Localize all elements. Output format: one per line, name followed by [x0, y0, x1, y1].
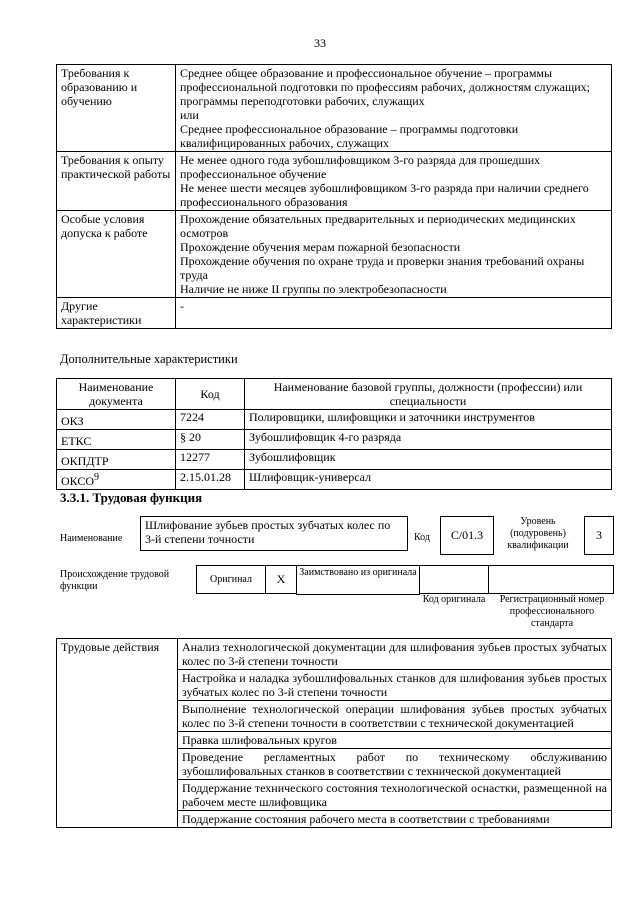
action-item: Анализ технологической документации для шлифования зубьев простых зубчатых колес по 3-й степени точности	[178, 639, 612, 670]
table-row	[57, 430, 612, 450]
reg-number-box	[488, 565, 614, 594]
column-header-document: Наименование документа	[57, 379, 176, 410]
requirements-row	[57, 298, 612, 329]
requirement-text: Среднее общее образование и профессиональное обучение – программы профессиональной подготовки по профессиям рабочих, должностям служащих; программы переподготовки рабочих, служащих	[180, 66, 590, 108]
action-item: Правка шлифовальных кругов	[178, 732, 612, 749]
extra-characteristics-title: Дополнительные характеристики	[60, 352, 238, 366]
requirements-value	[176, 298, 612, 329]
name-cell: Шлифовщик-универсал	[245, 470, 612, 490]
extra-characteristics-table	[56, 378, 612, 490]
code-cell: 7224	[176, 410, 245, 430]
original-label: Оригинал	[196, 565, 266, 594]
requirement-text: Наличие не ниже II группы по электробезопасности	[180, 282, 447, 296]
requirement-text: Не менее шести месяцев зубошлифовщиком 3-го разряда при наличии среднего профессионального образования	[180, 181, 589, 209]
table-row	[57, 410, 612, 430]
name-cell: Зубошлифовщик	[245, 450, 612, 470]
column-header-name: Наименование базовой группы, должности (профессии) или специальности	[245, 379, 612, 410]
doc-cell: ОКЗ	[57, 410, 176, 430]
page-number: 33	[314, 36, 326, 50]
action-item: Поддержание состояния рабочего места в соответствии с требованиями	[178, 811, 612, 828]
requirement-text: или	[180, 108, 199, 122]
requirements-table	[56, 64, 612, 329]
table-row	[57, 639, 612, 670]
borrowed-label: Заимствовано из оригинала	[296, 565, 420, 595]
action-item: Выполнение технологической операции шлифования зубьев простых зубчатых колес по 3-й степени точности в соответствии с технической документацией	[178, 701, 612, 732]
column-header-code: Код	[176, 379, 245, 410]
action-item: Проведение регламентных работ по техническому обслуживанию зубошлифовальных станков в соответствии с технической документацией	[178, 749, 612, 780]
table-row	[57, 450, 612, 470]
code-label: Код	[414, 532, 430, 543]
table-row	[57, 470, 612, 490]
action-item: Настройка и наладка зубошлифовальных станков для шлифования зубьев простых зубчатых колес по 3-й степени точности	[178, 670, 612, 701]
code-cell: 12277	[176, 450, 245, 470]
requirements-row	[57, 65, 612, 152]
requirement-text: -	[180, 299, 184, 313]
requirement-text: Прохождение обучения мерам пожарной безопасности	[180, 240, 461, 254]
labor-actions-table	[56, 638, 612, 828]
name-cell: Зубошлифовщик 4-го разряда	[245, 430, 612, 450]
requirements-label: Другие характеристики	[57, 298, 176, 329]
reg-number-label: Регистрационный номер профессионального стандарта	[499, 594, 605, 629]
origin-label: Происхождение трудовой функции	[60, 569, 170, 592]
section-title: 3.3.1. Трудовая функция	[60, 490, 203, 505]
requirements-label: Требования к опыту практической работы	[57, 152, 176, 211]
requirement-text: Среднее профессиональное образование – программы подготовки квалифицированных рабочих, служащих	[180, 122, 519, 150]
level-value: 3	[584, 516, 614, 555]
requirement-text: Прохождение обязательных предварительных и периодических медицинских осмотров	[180, 212, 576, 240]
requirements-label: Особые условия допуска к работе	[57, 211, 176, 298]
labor-actions-label: Трудовые действия	[57, 639, 178, 828]
action-item: Поддержание технического состояния технологической оснастки, размещенной на рабочем месте шлифовщика	[178, 780, 612, 811]
original-mark: Х	[265, 565, 297, 594]
function-name-label: Наименование	[60, 533, 123, 544]
name-cell: Полировщики, шлифовщики и заточники инструментов	[245, 410, 612, 430]
doc-cell: ОКПДТР	[57, 450, 176, 470]
code-value: С/01.3	[440, 516, 494, 555]
function-name-value: Шлифование зубьев простых зубчатых колес по 3-й степени точности	[140, 516, 408, 551]
requirements-row	[57, 152, 612, 211]
doc-cell: ЕТКС	[57, 430, 176, 450]
table-header-row	[57, 379, 612, 410]
code-original-box	[419, 565, 489, 594]
level-label: Уровень (подуровень) квалификации	[507, 516, 569, 551]
requirements-value	[176, 152, 612, 211]
code-original-label: Код оригинала	[422, 594, 486, 605]
requirements-label: Требования к образованию и обучению	[57, 65, 176, 152]
requirements-value	[176, 211, 612, 298]
requirements-row	[57, 211, 612, 298]
requirement-text: Не менее одного года зубошлифовщиком 3-го разряда для прошедших профессиональное обучение	[180, 153, 541, 181]
code-cell: 2.15.01.28	[176, 470, 245, 490]
requirement-text: Прохождение обучения по охране труда и проверки знания требований охраны труда	[180, 254, 585, 282]
code-cell: § 20	[176, 430, 245, 450]
requirements-value	[176, 65, 612, 152]
doc-cell: ОКСО$^9$	[57, 470, 176, 490]
